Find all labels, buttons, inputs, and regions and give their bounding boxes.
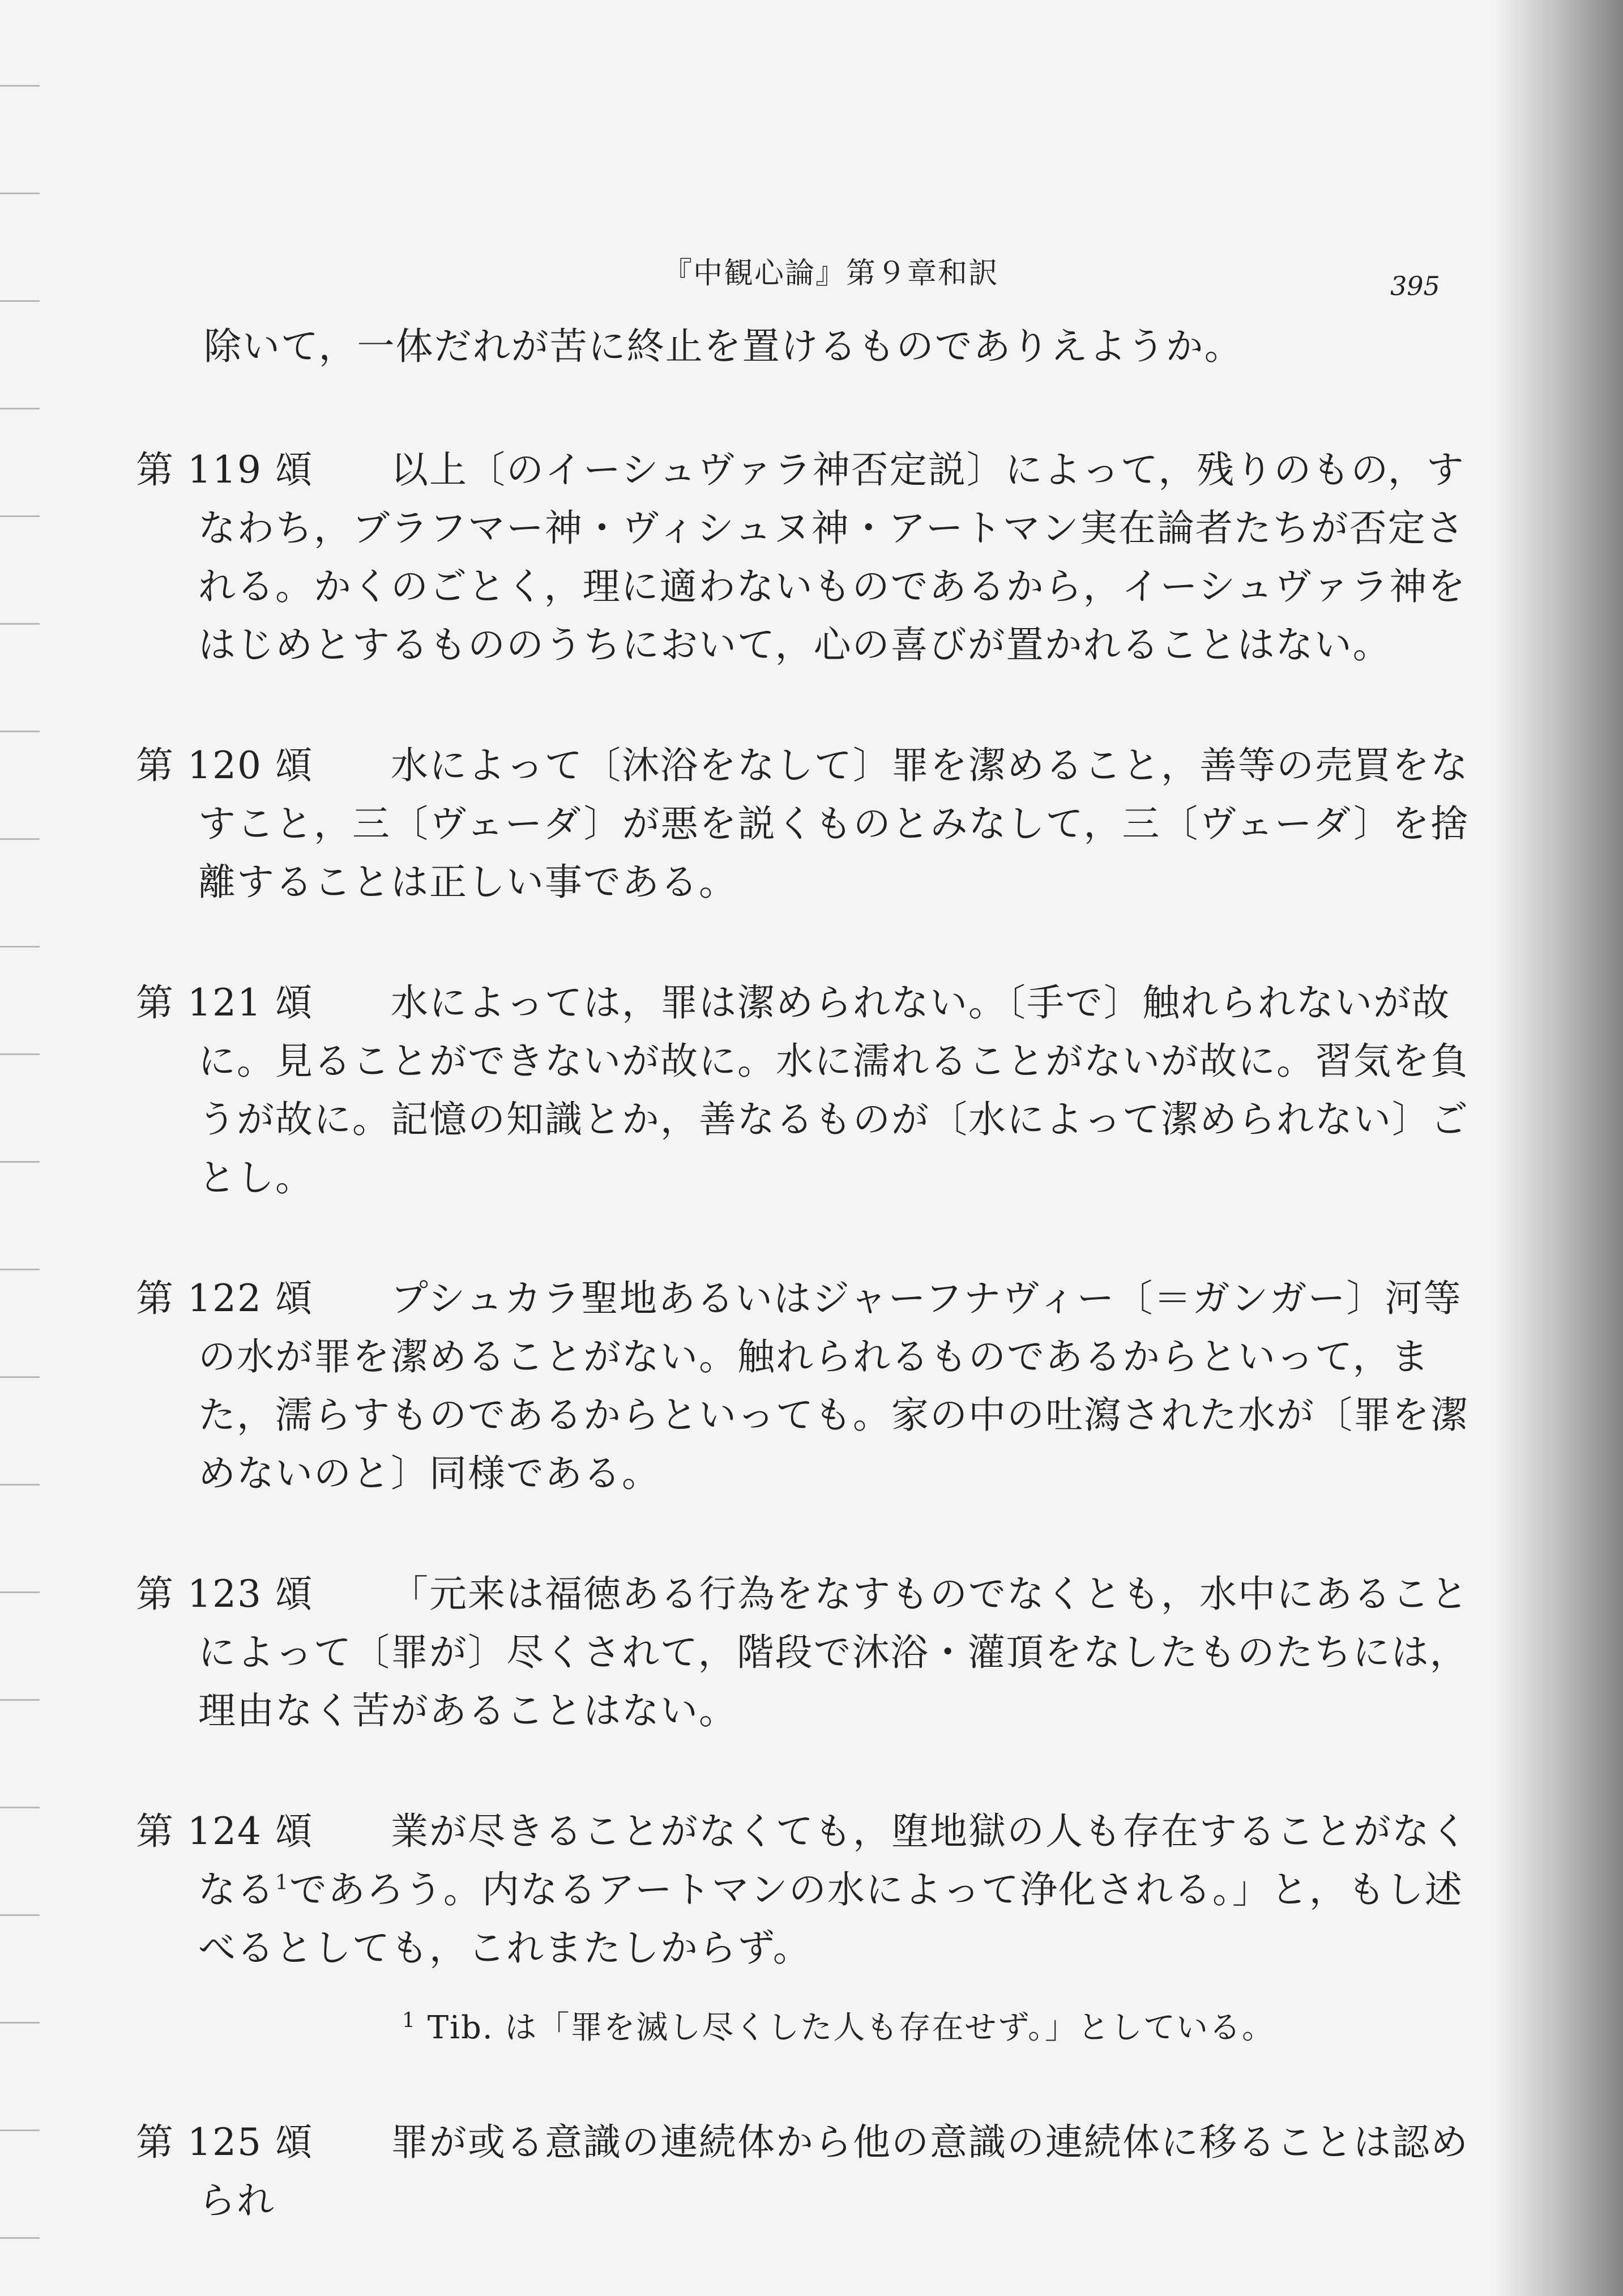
page-number: 395 xyxy=(1390,271,1440,301)
verse-number: 第 120 頌 xyxy=(136,744,314,787)
running-header: 『中観心論』第９章和訳 xyxy=(663,257,1000,291)
footnote-mark: 1 xyxy=(402,2009,416,2033)
verse-text xyxy=(136,1802,1484,1977)
binding-marks xyxy=(0,0,40,2296)
body-text xyxy=(136,317,1484,2292)
page-edge-shadow xyxy=(1493,0,1623,2296)
verse-text-part: 業が尽きることがなくても，堕地獄の人も存在することがなくなる xyxy=(198,1810,1469,1911)
verse-119 xyxy=(136,441,1484,674)
verse-125 xyxy=(136,2113,1484,2230)
verse-text: 水によっては，罪は潔められない。〔手で〕触れられないが故に。見ることができないが故に。水に濡れることがないが故に。習気を負うが故に。記憶の知識とか，善なるものが〔水によって潔められない〕ごとし。 xyxy=(198,981,1469,1200)
verse-text: 水によって〔沐浴をなして〕罪を潔めること，善等の売買をなすこと，三〔ヴェーダ〕が悪を説くものとみなして，三〔ヴェーダ〕を捨離することは正しい事である。 xyxy=(198,744,1469,904)
verse-123 xyxy=(136,1565,1484,1740)
verse-number: 第 124 頌 xyxy=(136,1810,314,1853)
footnote xyxy=(402,2005,1484,2051)
verse-121 xyxy=(136,974,1484,1207)
verse-number: 第 125 頌 xyxy=(136,2120,314,2164)
verse-124 xyxy=(136,1802,1484,1977)
verse-text-part: であろう。内なるアートマンの水によって浄化される。」と，もし述べるとしても，これまたしからず。 xyxy=(198,1868,1463,1970)
verse-122 xyxy=(136,1269,1484,1503)
verse-120 xyxy=(136,736,1484,911)
verse-number: 第 119 頌 xyxy=(136,448,314,492)
verse-text: 「元来は福徳ある行為をなすものでなくとも，水中にあることによって〔罪が〕尽くされて，階段で沐浴・灌頂をなしたものたちには，理由なく苦があることはない。 xyxy=(198,1572,1469,1732)
verse-number: 第 123 頌 xyxy=(136,1572,314,1616)
footnote-text: Tib. は「罪を滅し尽くした人も存在せず。」としている。 xyxy=(427,2009,1275,2046)
verse-text: 罪が或る意識の連続体から他の意識の連続体に移ることは認められ xyxy=(198,2120,1469,2222)
verse-number: 第 122 頌 xyxy=(136,1277,314,1320)
verse-text: 以上〔のイーシュヴァラ神否定説〕によって，残りのもの，すなわち，ブラフマー神・ヴィシュヌ神・アートマン実在論者たちが否定される。かくのごとく，理に適わないものであるから，イーシュヴァラ神をはじめとするもののうちにおいて，心の喜びが置かれることはない。 xyxy=(198,448,1467,667)
verse-text: プシュカラ聖地あるいはジャーフナヴィー〔＝ガンガー〕河等の水が罪を潔めることがない。触れられるものであるからといって，また，濡らすものであるからといっても。家の中の吐瀉された水が〔罪を潔めないのと〕同様である。 xyxy=(198,1277,1469,1495)
verse-number: 第 121 頌 xyxy=(136,981,314,1025)
continuation-line: 除いて，一体だれが苦に終止を置けるものでありえようか。 xyxy=(204,325,1243,368)
footnote-ref: 1 xyxy=(275,1871,289,1894)
